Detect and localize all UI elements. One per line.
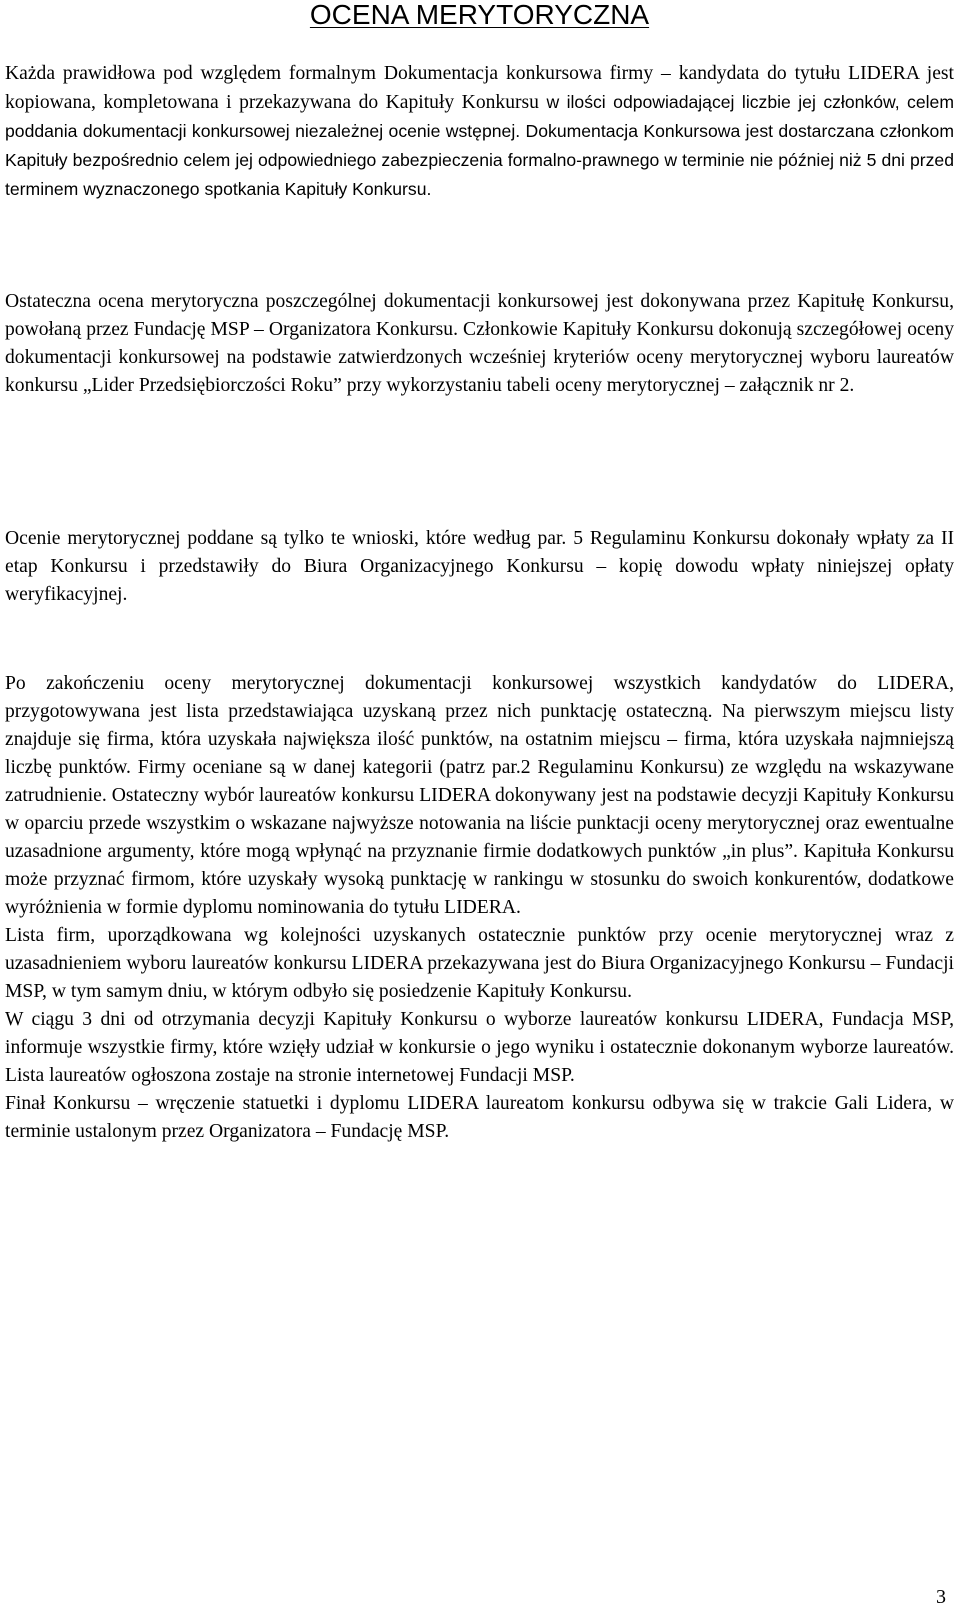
page-title: OCENA MERYTORYCZNA	[309, 0, 650, 30]
document-page	[5, 0, 954, 1142]
paragraph-1-part-1: Każda prawidłowa pod względem formalnym Dokumentacja konkursowa firmy – kandydata do tytułu LIDERA jest kopiowana, kompletowana i przekazywana do Kapituły Konkursu	[5, 63, 954, 113]
paragraph-4c: W ciągu 3 dni od otrzymania decyzji Kapituły Konkursu o wyborze laureatów konkursu LIDERA, Fundacja MSP, informuje wszystkie firmy, które wzięły udział w konkursie o jego wyniku i ostatecznie dokonanym wyborze laureatów. Lista laureatów ogłoszona zostaje na stronie internetowej Fundacji MSP.	[5, 1009, 954, 1086]
paragraph-group-4	[5, 670, 954, 1146]
page-number: 3	[936, 1586, 946, 1608]
paragraph-2: Ostateczna ocena merytoryczna poszczególnej dokumentacji konkursowej jest dokonywana przez Kapitułę Konkursu, powołaną przez Fundację MSP – Organizatora Konkursu. Członkowie Kapituły Konkursu dokonują szczegółowej oceny dokumentacji konkursowej na podstawie zatwierdzonych wcześniej kryteriów oceny merytorycznej wyboru laureatów konkursu „Lider Przedsiębiorczości Roku” przy wykorzystaniu tabeli oceny merytorycznej – załącznik nr 2.	[5, 291, 954, 396]
paragraph-4d: Finał Konkursu – wręczenie statuetki i dyplomu LIDERA laureatom konkursu odbywa się w trakcie Gali Lidera, w terminie ustalonym przez Organizatora – Fundację MSP.	[5, 1093, 954, 1142]
paragraph-4b: Lista firm, uporządkowana wg kolejności uzyskanych ostatecznie punktów przy ocenie merytorycznej wraz z uzasadnieniem wyboru laureatów konkursu LIDERA przekazywana jest do Biura Organizacyjnego Konkursu – Fundacji MSP, w tym samym dniu, w którym odbyło się posiedzenie Kapituły Konkursu.	[5, 925, 954, 1002]
paragraph-3: Ocenie merytorycznej poddane są tylko te wnioski, które według par. 5 Regulaminu Konkursu dokonały wpłaty za II etap Konkursu i przedstawiły do Biura Organizacyjnego Konkursu – kopię dowodu wpłaty niniejszej opłaty weryfikacyjnej.	[5, 528, 954, 605]
paragraph-1-part-2: w ilości odpowiadającej liczbie jej członków, celem poddania dokumentacji konkursowej niezależnej ocenie wstępnej. Dokumentacja Konkursowa jest dostarczana członkom Kapituły bezpośrednio celem jej odpowiedniego zabezpieczenia formalno-prawnego w terminie nie później niż 5 dni przed terminem wyznaczonego spotkania Kapituły Konkursu.	[5, 92, 954, 199]
paragraph-4a: Po zakończeniu oceny merytorycznej dokumentacji konkursowej wszystkich kandydatów do LIDERA, przygotowywana jest lista przedstawiająca uzyskaną przez nich punktację ostateczną. Na pierwszym miejscu listy znajduje się firma, która uzyskała największa ilość punktów, na ostatnim miejscu – firma, która uzyskała najmniejszą liczbę punktów. Firmy oceniane są w danej kategorii (patrz par.2 Regulaminu Konkursu) ze względu na wskazywane zatrudnienie. Ostateczny wybór laureatów konkursu LIDERA dokonywany jest na podstawie decyzji Kapituły Konkursu w oparciu przede wszystkim o wskazane najwyższe notowania na liście punktacji oceny merytorycznej oraz ewentualne uzasadnione argumenty, które mogą wpłynąć na przyznanie firmie dodatkowych punktów „in plus”. Kapituła Konkursu może przyznać firmom, które uzyskały wysoką punktację w rankingu w stosunku do swoich konkurentów, dodatkowe wyróżnienia w formie dyplomu nominowania do tytułu LIDERA.	[5, 673, 954, 918]
paragraph-1	[5, 60, 954, 204]
